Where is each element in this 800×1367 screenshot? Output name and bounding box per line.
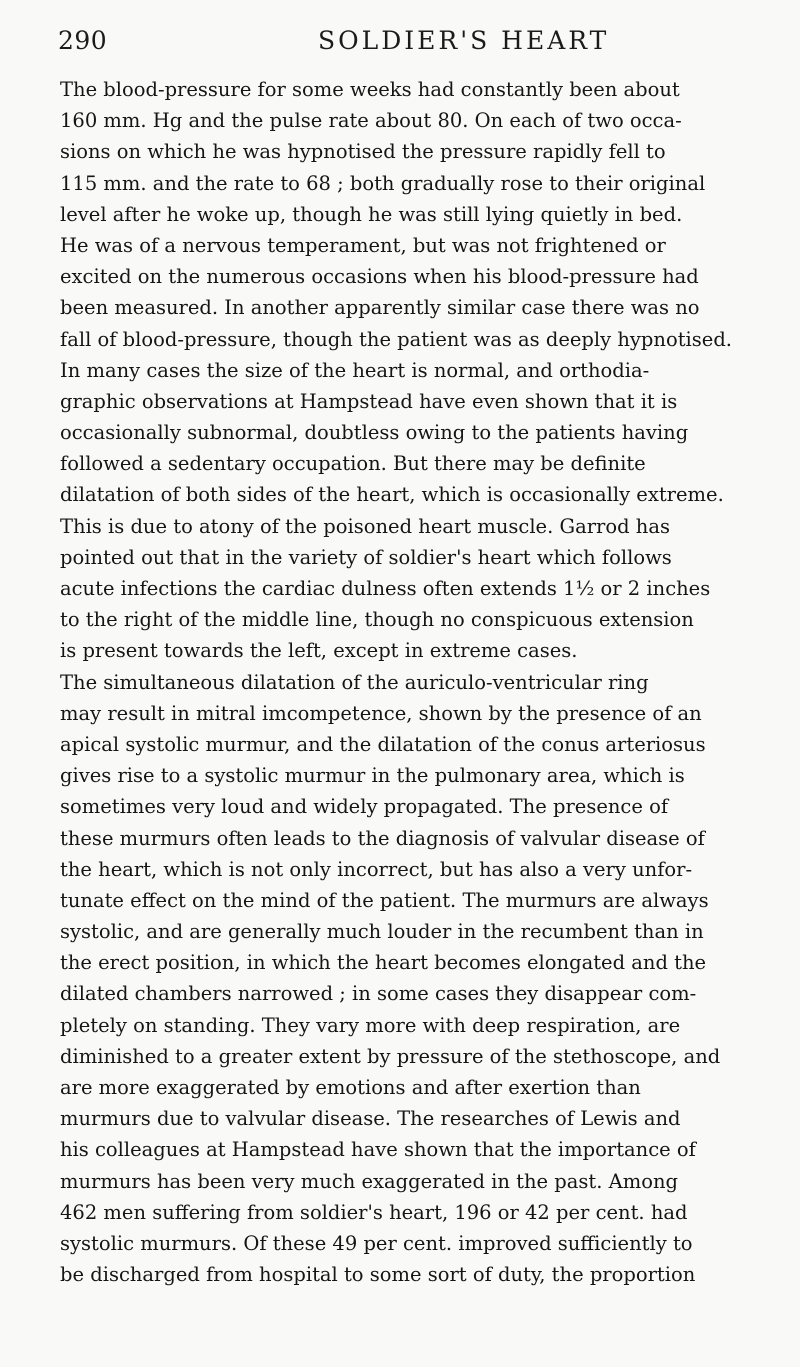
text-line: sions on which he was hypnotised the pressure rapidly fell to [60,140,666,164]
text-line: graphic observations at Hampstead have even shown that it is [60,389,678,413]
text-line: dilatation of both sides of the heart, which is occasionally extreme. [60,483,724,507]
page-number: 290 [58,26,108,55]
body-text [60,74,738,1290]
text-line: acute infections the cardiac dulness often extends 1½ or 2 inches [60,577,711,600]
text-line: In many cases the size of the heart is normal, and orthodia- [60,358,650,382]
text-line: 462 men suffering from soldier's heart, 196 or 42 per cent. had [60,1200,688,1224]
text-line: murmurs has been very much exaggerated in the past. Among [60,1169,678,1193]
text-line: diminished to a greater extent by pressure of the stethoscope, and [60,1044,721,1068]
text-line: his colleagues at Hampstead have shown that the importance of [60,1138,696,1162]
text-line: systolic, and are generally much louder in the recumbent than in [60,920,704,944]
text-line: The simultaneous dilatation of the auriculo-ventricular ring [60,670,649,694]
text-line: the erect position, in which the heart becomes elongated and the [60,951,707,975]
text-line: been measured. In another apparently similar case there was no [60,296,700,320]
text-line: pointed out that in the variety of soldier's heart which follows [60,545,672,569]
text-line: 115 mm. and the rate to 68 ; both gradually rose to their original [60,171,706,195]
text-line: tunate effect on the mind of the patient. The murmurs are always [60,888,709,912]
text-line: pletely on standing. They vary more with deep respiration, are [60,1013,681,1037]
text-line: level after he woke up, though he was still lying quietly in bed. [60,202,683,226]
text-line: may result in mitral imcompetence, shown by the presence of an [60,701,702,725]
text-line: be discharged from hospital to some sort of duty, the proportion [60,1263,696,1287]
text-line: This is due to atony of the poisoned heart muscle. Garrod has [60,514,670,538]
text-line: is present towards the left, except in extreme cases. [60,639,578,663]
text-line: 160 mm. Hg and the pulse rate about 80. On each of two occa- [60,109,682,133]
page-header [58,24,742,58]
text-line: occasionally subnormal, doubtless owing to the patients having [60,421,689,445]
text-line: He was of a nervous temperament, but was not frightened or [60,233,666,257]
text-line: apical systolic murmur, and the dilatation of the conus arteriosus [60,732,706,756]
text-line: these murmurs often leads to the diagnosis of valvular disease of [60,826,705,850]
text-line: to the right of the middle line, though no conspicuous extension [60,608,694,632]
text-line: sometimes very loud and widely propagated. The presence of [60,795,669,819]
running-head: SOLDIER'S HEART [318,26,610,55]
text-line: the heart, which is not only incorrect, but has also a very unfor- [60,857,693,881]
text-line: The blood-pressure for some weeks had constantly been about [60,78,680,101]
text-line: followed a sedentary occupation. But there may be definite [60,452,646,476]
text-line: dilated chambers narrowed ; in some cases they disappear com- [60,982,697,1006]
text-line: fall of blood-pressure, though the patient was as deeply hypnotised. [60,327,733,351]
text-line: gives rise to a systolic murmur in the pulmonary area, which is [60,764,685,788]
text-line: are more exaggerated by emotions and after exertion than [60,1076,641,1099]
text-line: excited on the numerous occasions when his blood-pressure had [60,265,699,289]
text-line: systolic murmurs. Of these 49 per cent. improved sufficiently to [60,1231,693,1255]
text-line: murmurs due to valvular disease. The researches of Lewis and [60,1107,681,1131]
